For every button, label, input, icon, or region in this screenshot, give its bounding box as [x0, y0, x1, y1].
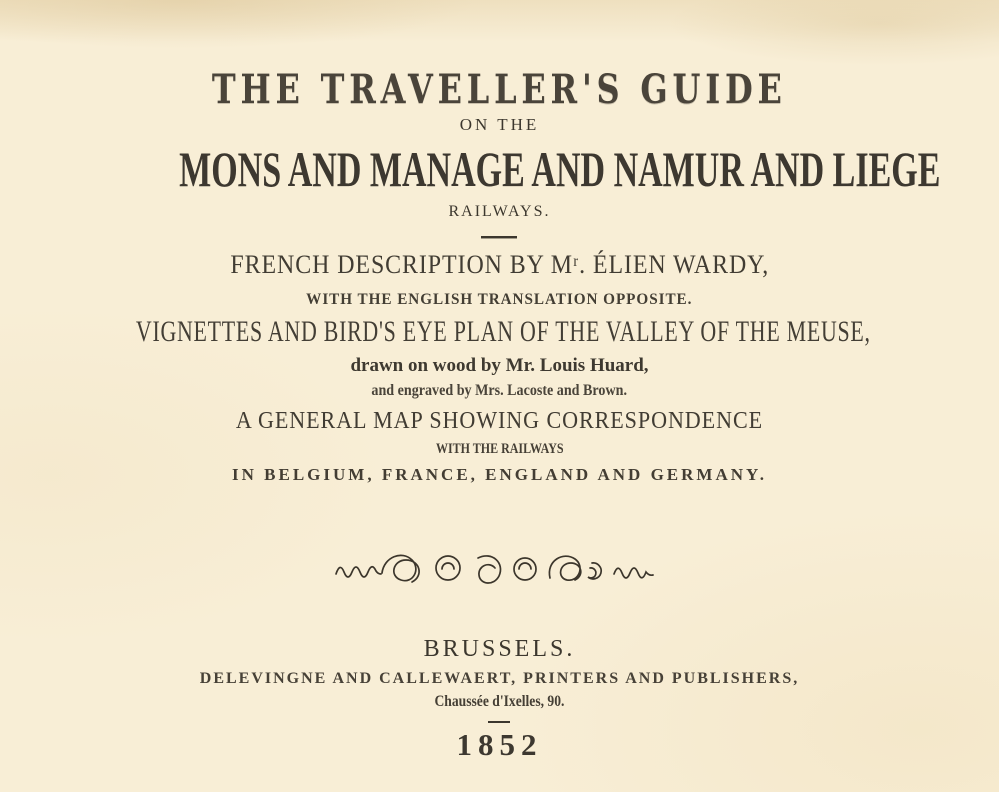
french-description-line — [0, 250, 999, 280]
general-map-line — [0, 408, 999, 435]
subtitle-on-the: ON THE — [459, 115, 540, 134]
section-divider — [481, 236, 517, 239]
vignettes-line — [0, 315, 999, 349]
english-translation-line — [0, 291, 999, 309]
engraved-by-text: and engraved by Mrs. Lacoste and Brown. — [371, 382, 628, 399]
vignettes-text: VIGNETTES AND BIRD'S EYE PLAN OF THE VALLEY OF THE MEUSE, — [135, 315, 871, 348]
book-title-text: THE TRAVELLER'S GUIDE — [212, 66, 787, 113]
french-description-text: FRENCH DESCRIPTION BY Mʳ. ÉLIEN WARDY, — [230, 250, 769, 279]
publisher-line: DELEVINGNE AND CALLEWAERT, PRINTERS AND PUBLISHERS, — [199, 670, 800, 687]
address-text: Chaussée d'Ixelles, 90. — [434, 693, 565, 710]
railway-names-heading — [0, 140, 999, 198]
drawn-by-line: drawn on wood by Mr. Louis Huard, — [350, 355, 649, 376]
with-railways-text: WITH THE RAILWAYS — [435, 441, 564, 457]
with-railways-line — [0, 441, 999, 458]
english-translation-text: WITH THE ENGLISH TRANSLATION OPPOSITE. — [306, 291, 693, 308]
general-map-text: A GENERAL MAP SHOWING CORRESPONDENCE — [235, 408, 764, 434]
city-line: BRUSSELS. — [423, 636, 576, 662]
railways-label: RAILWAYS. — [448, 203, 551, 220]
flourish-swirl-icon — [330, 536, 670, 596]
countries-line: IN BELGIUM, FRANCE, ENGLAND AND GERMANY. — [232, 465, 767, 484]
book-title — [0, 66, 999, 113]
railway-names-text: MONS AND MANAGE AND NAMUR AND LIEGE — [179, 141, 941, 197]
engraved-by-line — [0, 382, 999, 400]
year-divider — [488, 721, 510, 723]
year-line: 1852 — [456, 727, 543, 762]
address-line — [0, 693, 999, 711]
flourish-ornament — [0, 536, 999, 601]
